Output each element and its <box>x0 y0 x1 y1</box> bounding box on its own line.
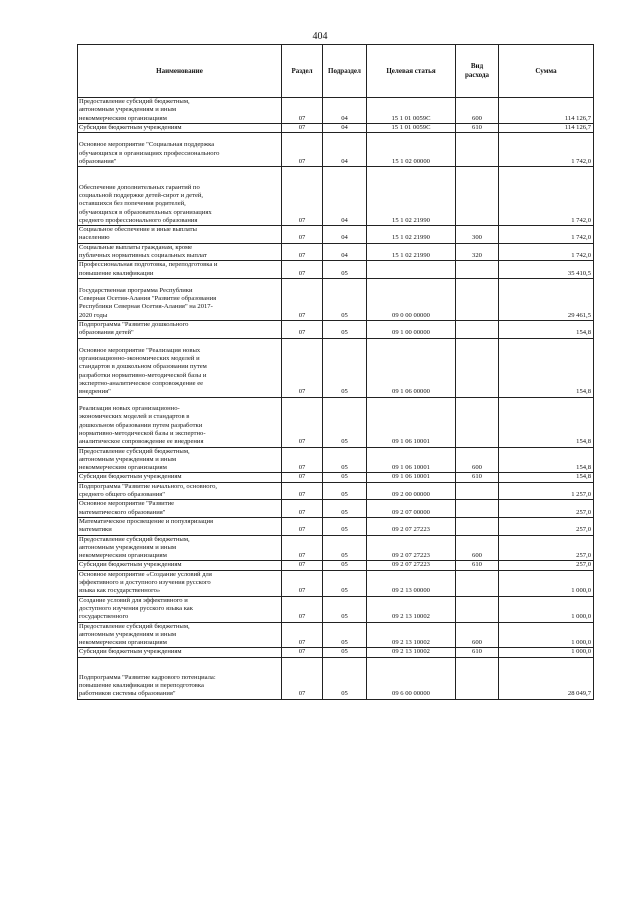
row-subsection: 04 <box>323 167 367 226</box>
row-target: 09 2 07 27223 <box>367 535 456 561</box>
row-type <box>456 596 499 622</box>
row-subsection: 04 <box>323 98 367 124</box>
row-type: 600 <box>456 622 499 648</box>
row-target: 15 1 02 21990 <box>367 243 456 261</box>
row-subsection: 05 <box>323 338 367 397</box>
table-row <box>78 570 594 596</box>
header-name: Наименование <box>78 45 282 98</box>
table-row <box>78 657 594 699</box>
row-section: 07 <box>282 133 323 167</box>
header-type-line1: Вид <box>470 62 484 70</box>
row-target: 09 2 13 10002 <box>367 622 456 648</box>
table-row <box>78 473 594 482</box>
row-section: 07 <box>282 98 323 124</box>
row-type <box>456 133 499 167</box>
row-subsection: 05 <box>323 596 367 622</box>
row-section: 07 <box>282 397 323 447</box>
row-subsection: 05 <box>323 535 367 561</box>
row-name: Реализация новых организационно- экономических моделей и стандартов в дошкольном образовании путем разработки нормативно-методической базы и экспертно- аналитическое сопровождение ее внедрения <box>78 397 282 447</box>
header-type-line2: расхода <box>465 71 489 79</box>
row-target <box>367 261 456 279</box>
row-type <box>456 338 499 397</box>
table-row <box>78 447 594 473</box>
row-subsection: 05 <box>323 622 367 648</box>
row-name: Предоставление субсидий бюджетным, автономным учреждениям и иным некоммерческим организациям <box>78 622 282 648</box>
row-subsection: 05 <box>323 447 367 473</box>
table-row <box>78 622 594 648</box>
row-target: 09 6 00 00000 <box>367 657 456 699</box>
table-body <box>78 98 594 700</box>
row-subsection: 04 <box>323 133 367 167</box>
row-name: Субсидии бюджетным учреждениям <box>78 473 282 482</box>
row-section: 07 <box>282 261 323 279</box>
row-section: 07 <box>282 517 323 535</box>
header-target: Целевая статья <box>367 45 456 98</box>
row-type: 610 <box>456 561 499 570</box>
row-target: 15 1 01 0059С <box>367 98 456 124</box>
row-sum: 154,8 <box>499 338 594 397</box>
budget-table <box>77 44 594 700</box>
row-section: 07 <box>282 447 323 473</box>
row-subsection: 05 <box>323 482 367 500</box>
row-sum: 1 000,0 <box>499 570 594 596</box>
row-name: Предоставление субсидий бюджетным, автономным учреждениям и иным некоммерческим организациям <box>78 535 282 561</box>
row-section: 07 <box>282 657 323 699</box>
row-sum: 28 049,7 <box>499 657 594 699</box>
row-name: Подпрограмма "Развитие кадрового потенциала: повышение квалификации и переподготовка работников системы образования" <box>78 657 282 699</box>
row-type: 600 <box>456 447 499 473</box>
row-sum: 1 000,0 <box>499 622 594 648</box>
table-row <box>78 482 594 500</box>
row-target: 09 2 13 10002 <box>367 596 456 622</box>
row-type <box>456 167 499 226</box>
row-subsection: 04 <box>323 226 367 244</box>
row-name: Субсидии бюджетным учреждениям <box>78 123 282 132</box>
row-sum: 1 742,0 <box>499 167 594 226</box>
row-target: 09 1 06 10001 <box>367 473 456 482</box>
row-name: Субсидии бюджетным учреждениям <box>78 561 282 570</box>
row-sum: 1 257,0 <box>499 482 594 500</box>
row-sum: 1 000,0 <box>499 596 594 622</box>
row-name: Математическое просвещение и популяризация математики <box>78 517 282 535</box>
table-row <box>78 596 594 622</box>
row-type <box>456 261 499 279</box>
row-sum: 114 126,7 <box>499 123 594 132</box>
table-row <box>78 133 594 167</box>
row-sum: 154,8 <box>499 320 594 338</box>
row-type: 600 <box>456 535 499 561</box>
row-sum: 257,0 <box>499 500 594 518</box>
row-name: Подпрограмма "Развитие дошкольного образования детей" <box>78 320 282 338</box>
table-row <box>78 123 594 132</box>
table-row <box>78 561 594 570</box>
row-sum: 1 742,0 <box>499 133 594 167</box>
row-target: 09 2 00 00000 <box>367 482 456 500</box>
row-subsection: 05 <box>323 561 367 570</box>
row-sum: 257,0 <box>499 517 594 535</box>
row-type: 610 <box>456 123 499 132</box>
table-row <box>78 243 594 261</box>
header-subsection: Подраздел <box>323 45 367 98</box>
row-target: 09 2 13 10002 <box>367 648 456 657</box>
row-name: Основное мероприятие "Развитие математического образования" <box>78 500 282 518</box>
page-number: 404 <box>312 31 328 42</box>
row-section: 07 <box>282 278 323 320</box>
row-name: Государственная программа Республики Северная Осетия-Алания "Развитие образования Республики Северная Осетия-Алания" на 2017- 2020 годы <box>78 278 282 320</box>
row-name: Основное мероприятие "Реализация новых организационно-экономических моделей и стандартов в дошкольном образовании путем разработки нормативно-методической базы и экспертно-аналитическое сопровождение ее внедрения" <box>78 338 282 397</box>
row-type <box>456 320 499 338</box>
table-row <box>78 320 594 338</box>
row-type: 610 <box>456 473 499 482</box>
row-section: 07 <box>282 500 323 518</box>
row-name: Подпрограмма "Развитие начального, основного, среднего общего образования" <box>78 482 282 500</box>
table-row <box>78 338 594 397</box>
row-target: 15 1 02 21990 <box>367 226 456 244</box>
table-row <box>78 500 594 518</box>
header-section: Раздел <box>282 45 323 98</box>
row-type <box>456 500 499 518</box>
row-section: 07 <box>282 320 323 338</box>
row-type: 300 <box>456 226 499 244</box>
row-subsection: 05 <box>323 657 367 699</box>
row-subsection: 05 <box>323 320 367 338</box>
row-sum: 154,8 <box>499 473 594 482</box>
row-name: Субсидии бюджетным учреждениям <box>78 648 282 657</box>
row-section: 07 <box>282 226 323 244</box>
row-type <box>456 278 499 320</box>
row-sum: 257,0 <box>499 561 594 570</box>
header-sum: Сумма <box>499 45 594 98</box>
row-section: 07 <box>282 535 323 561</box>
row-type <box>456 482 499 500</box>
row-sum: 154,8 <box>499 397 594 447</box>
row-sum: 257,0 <box>499 535 594 561</box>
row-subsection: 05 <box>323 278 367 320</box>
table-row <box>78 397 594 447</box>
row-section: 07 <box>282 123 323 132</box>
row-subsection: 05 <box>323 570 367 596</box>
row-target: 09 2 13 00000 <box>367 570 456 596</box>
row-subsection: 05 <box>323 261 367 279</box>
row-name: Создание условий для эффективного и доступного изучения русского языка как государственного <box>78 596 282 622</box>
table-row <box>78 98 594 124</box>
header-type <box>456 45 499 98</box>
row-target: 09 0 00 00000 <box>367 278 456 320</box>
table-header-row <box>78 45 594 98</box>
row-target: 09 2 07 27223 <box>367 517 456 535</box>
row-type <box>456 517 499 535</box>
row-type: 600 <box>456 98 499 124</box>
row-name: Предоставление субсидий бюджетным, автономным учреждениям и иным некоммерческим организациям <box>78 447 282 473</box>
row-target: 15 1 02 21990 <box>367 167 456 226</box>
row-sum: 1 742,0 <box>499 243 594 261</box>
row-subsection: 05 <box>323 648 367 657</box>
row-subsection: 05 <box>323 473 367 482</box>
row-sum: 1 000,0 <box>499 648 594 657</box>
row-section: 07 <box>282 338 323 397</box>
row-name: Обеспечение дополнительных гарантий по социальной поддержке детей-сирот и детей, оставшихся без попечения родителей, обучающихся в образовательных организациях среднего профессионального образования <box>78 167 282 226</box>
row-name: Социальное обеспечение и иные выплаты населению <box>78 226 282 244</box>
row-type <box>456 657 499 699</box>
row-section: 07 <box>282 482 323 500</box>
row-section: 07 <box>282 648 323 657</box>
row-target: 09 1 00 00000 <box>367 320 456 338</box>
row-section: 07 <box>282 596 323 622</box>
row-subsection: 05 <box>323 517 367 535</box>
table-row <box>78 226 594 244</box>
row-type: 320 <box>456 243 499 261</box>
row-section: 07 <box>282 570 323 596</box>
table-row <box>78 278 594 320</box>
row-sum: 1 742,0 <box>499 226 594 244</box>
row-subsection: 04 <box>323 123 367 132</box>
row-subsection: 05 <box>323 500 367 518</box>
row-target: 09 1 06 00000 <box>367 338 456 397</box>
row-target: 09 2 07 27223 <box>367 561 456 570</box>
row-target: 09 2 07 00000 <box>367 500 456 518</box>
table-row <box>78 517 594 535</box>
row-type <box>456 397 499 447</box>
row-sum: 154,8 <box>499 447 594 473</box>
row-target: 15 1 02 00000 <box>367 133 456 167</box>
row-type: 610 <box>456 648 499 657</box>
row-section: 07 <box>282 561 323 570</box>
row-subsection: 05 <box>323 397 367 447</box>
row-target: 09 1 06 10001 <box>367 397 456 447</box>
row-name: Социальные выплаты гражданам, кроме публичных нормативных социальных выплат <box>78 243 282 261</box>
row-subsection: 04 <box>323 243 367 261</box>
table-row <box>78 535 594 561</box>
row-section: 07 <box>282 622 323 648</box>
row-type <box>456 570 499 596</box>
row-sum: 114 126,7 <box>499 98 594 124</box>
table-row <box>78 167 594 226</box>
row-sum: 29 461,5 <box>499 278 594 320</box>
row-section: 07 <box>282 473 323 482</box>
table-row <box>78 261 594 279</box>
table-row <box>78 648 594 657</box>
row-name: Предоставление субсидий бюджетным, автономным учреждениям и иным некоммерческим организациям <box>78 98 282 124</box>
row-section: 07 <box>282 167 323 226</box>
row-name: Профессиональная подготовка, переподготовка и повышение квалификации <box>78 261 282 279</box>
row-section: 07 <box>282 243 323 261</box>
row-name: Основное мероприятие "Социальная поддержка обучающихся в организациях профессионального образования" <box>78 133 282 167</box>
row-sum: 35 410,5 <box>499 261 594 279</box>
row-name: Основное мероприятие «Создание условий для эффективного и доступного изучения русского языка как государственного» <box>78 570 282 596</box>
row-target: 15 1 01 0059С <box>367 123 456 132</box>
row-target: 09 1 06 10001 <box>367 447 456 473</box>
